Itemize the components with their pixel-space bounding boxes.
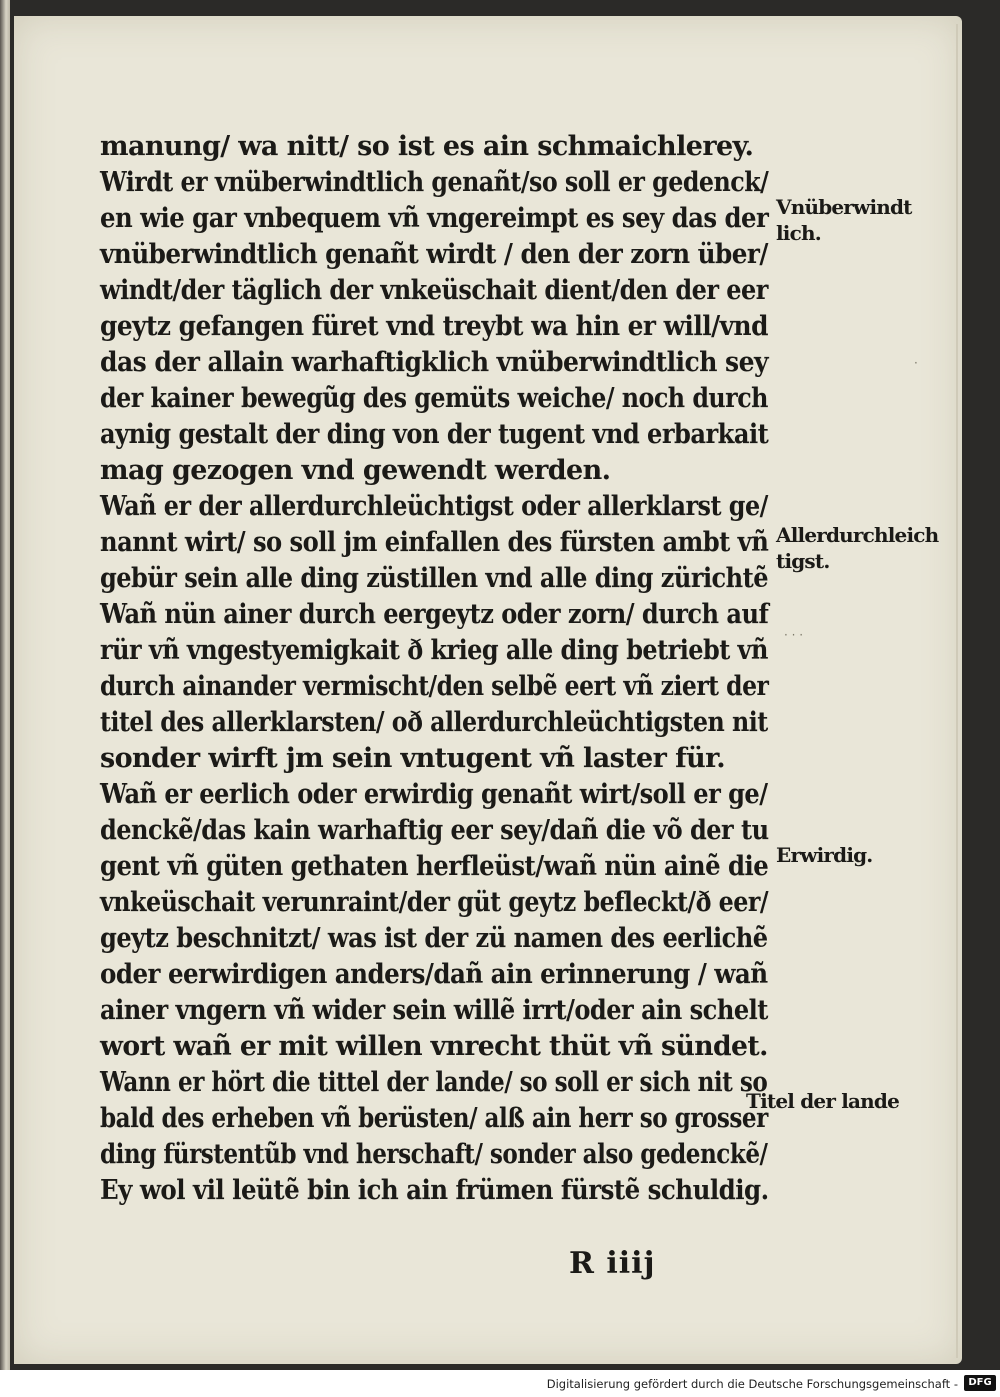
text-line: Wirdt er vnüberwindtlich genañt/so soll er gedenck/	[100, 167, 769, 198]
text-line: Wañ er eerlich oder erwirdig genañt wirt/soll er ge/	[100, 779, 768, 810]
text-line: rür vñ vngestyemigkait ð krieg alle ding betriebt vñ	[100, 635, 768, 666]
text-line: nannt wirt/ so soll jm einfallen des fürsten ambt vñ	[100, 527, 769, 558]
text-line: denckẽ/das kain warhaftig eer sey/dañ die võ der tu	[100, 815, 769, 846]
text-line: Wañ er der allerdurchleüchtigst oder allerklarst ge/	[100, 491, 768, 522]
text-line: geytz beschnitzt/ was ist der zü namen des eerlichẽ	[100, 923, 768, 954]
text-line: wort wañ er mit willen vnrecht thüt vñ sündet.	[100, 1031, 768, 1062]
text-line: mag gezogen vnd gewendt werden.	[100, 455, 611, 486]
text-line: bald des erheben vñ berüsten/ alß ain herr so grosser	[100, 1103, 768, 1134]
text-line: oder eerwirdigen anders/dañ ain erinnerung / wañ	[100, 959, 768, 990]
margin-note: Titel der lande	[746, 1089, 900, 1113]
text-line: der kainer bewegũg des gemüts weiche/ noch durch	[100, 383, 768, 414]
footer-bar	[0, 1371, 1000, 1397]
text-line: titel des allerklarsten/ oð allerdurchleüchtigsten nit	[100, 707, 768, 738]
text-line: sonder wirft jm sein vntugent vñ laster für.	[100, 743, 726, 774]
text-line: vnkeüschait verunraint/der güt geytz befleckt/ð eer/	[100, 887, 769, 918]
book-spine-edge	[0, 0, 10, 1370]
text-line: Wann er hört die tittel der lande/ so soll er sich nit so	[100, 1067, 768, 1098]
footer-credit: Digitalisierung gefördert durch die Deutsche Forschungsgemeinschaft -	[546, 1377, 958, 1391]
text-line: vnüberwindtlich genañt wirdt / den der zorn über/	[100, 239, 768, 270]
text-line: windt/der täglich der vnkeüschait dient/den der eer	[100, 275, 768, 306]
text-line: geytz gefangen füret vnd treybt wa hin er will/vnd	[100, 311, 768, 342]
margin-note: Erwirdig.	[776, 843, 873, 867]
text-line: gebür sein alle ding züstillen vnd alle ding zürichtẽ	[100, 563, 768, 594]
margin-note: lich.	[776, 221, 821, 245]
text-line: ainer vngern vñ wider sein willẽ irrt/oder ain schelt	[100, 995, 768, 1026]
text-line: en wie gar vnbequem vñ vngereimpt es sey das der	[100, 203, 769, 234]
text-line: manung/ wa nitt/ so ist es ain schmaichlerey.	[100, 131, 754, 162]
text-line: Wañ nün ainer durch eergeytz oder zorn/ durch auf	[100, 599, 769, 630]
text-line: ding fürstentũb vnd herschaft/ sonder also gedenckẽ/	[100, 1139, 768, 1170]
book-page	[14, 16, 962, 1364]
text-line: Ey wol vil leütẽ bin ich ain frümen fürstẽ schuldig.	[100, 1175, 769, 1206]
margin-note: Allerdurchleich	[776, 523, 939, 547]
signature-mark: R iiij	[569, 1246, 656, 1281]
paper-speck: · · ·	[784, 628, 804, 642]
text-line: das der allain warhaftigklich vnüberwindtlich sey	[100, 347, 768, 378]
dfg-logo: DFG	[964, 1375, 996, 1391]
paper-speck: ·	[914, 356, 918, 370]
margin-note: Vnüberwindt	[776, 195, 912, 219]
text-line: aynig gestalt der ding von der tugent vnd erbarkait	[100, 419, 769, 450]
margin-note: tigst.	[776, 549, 830, 573]
text-line: durch ainander vermischt/den selbẽ eert vñ ziert der	[100, 671, 769, 702]
text-line: gent vñ güten gethaten herfleüst/wañ nün ainẽ die	[100, 851, 769, 882]
